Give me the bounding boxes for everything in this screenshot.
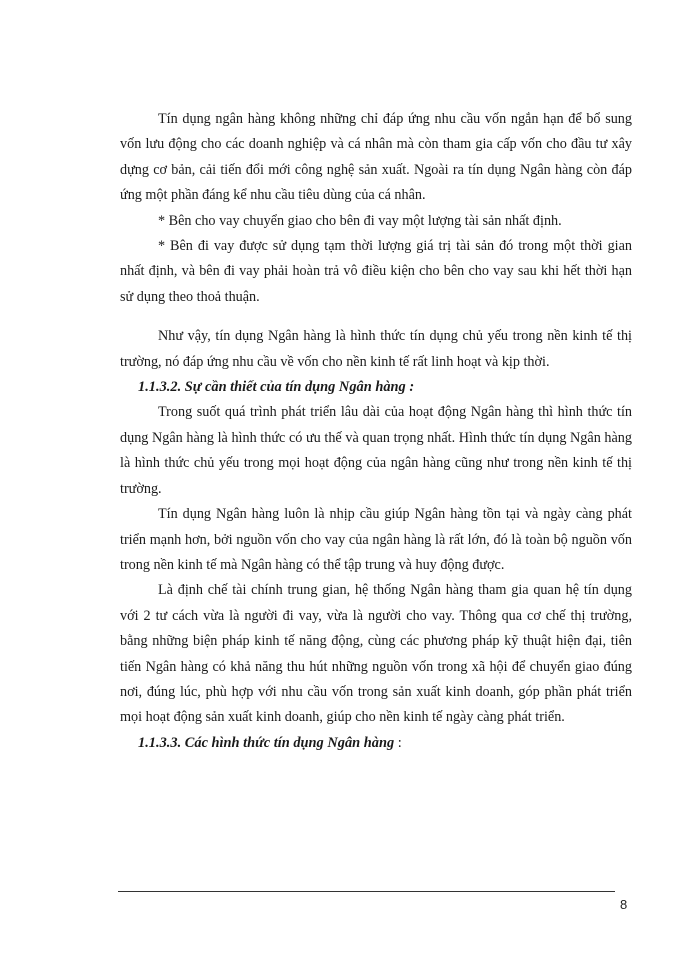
section-heading-forms-text: 1.1.3.3. Các hình thức tín dụng Ngân hàng (138, 734, 395, 751)
paragraph-lender-transfer: * Bên cho vay chuyển giao cho bên đi vay một lượng tài sản nhất định. (158, 212, 562, 229)
section-heading-forms (120, 731, 632, 756)
paragraph-credit-role: Tín dụng ngân hàng không những chỉ đáp ứng nhu cầu vốn ngắn hạn để bổ sung vốn lưu động cho các doanh nghiệp và cá nhân mà còn tham gia cấp vốn cho đầu tư xây dựng cơ bản, cải tiến đổi mới công nghệ sản xuất. Ngoài ra tín dụng Ngân hàng còn đáp ứng một phần đáng kể nhu cầu tiêu dùng của cá nhân. (120, 111, 632, 204)
paragraph-bridge: Tín dụng Ngân hàng luôn là nhịp cầu giúp Ngân hàng tồn tại và ngày càng phát triển mạnh hơn, bởi nguồn vốn cho vay của ngân hàng là rất lớn, đó là toàn bộ nguồn vốn trong nền kinh tế mà Ngân hàng có thể tập trung và huy động được. (120, 506, 632, 573)
page-number: 8 (620, 897, 628, 912)
paragraph-intermediary: Là định chế tài chính trung gian, hệ thống Ngân hàng tham gia quan hệ tín dụng với 2 tư cách vừa là người đi vay, vừa là người cho vay. Thông qua cơ chế thị trường, bằng những biện pháp kinh tế năng động, cùng các phương pháp kỹ thuật hiện đại, tiên tiến Ngân hàng có khả năng thu hút những nguồn vốn trong xã hội để chuyển giao đúng nơi, đúng lúc, phù hợp với nhu cầu vốn trong sản xuất kinh doanh, góp phần phát triển mọi hoạt động sản xuất kinh doanh, giúp cho nền kinh tế ngày càng phát triển. (120, 582, 632, 726)
section-heading-necessity: 1.1.3.2. Sự cần thiết của tín dụng Ngân hàng : (138, 379, 415, 396)
paragraph-borrower-use: * Bên đi vay được sử dụng tạm thời lượng giá trị tài sản đó trong một thời gian nhất định, và bên đi vay phải hoàn trả vô điều kiện cho bên cho vay sau khi hết thời hạn sử dụng theo thoả thuận. (120, 238, 632, 305)
page-content (120, 107, 632, 756)
paragraph-gap (120, 310, 632, 324)
footer-rule (118, 891, 615, 892)
section-heading-forms-colon: : (394, 734, 402, 751)
paragraph-development: Trong suốt quá trình phát triển lâu dài của hoạt động Ngân hàng thì hình thức tín dụng Ngân hàng là hình thức có ưu thế và quan trọng nhất. Hình thức tín dụng Ngân hàng là hình thức chủ yếu trong mọi hoạt động của ngân hàng cũng như trong nền kinh tế thị trường. (120, 404, 632, 497)
paragraph-summary: Như vậy, tín dụng Ngân hàng là hình thức tín dụng chủ yếu trong nền kinh tế thị trường, nó đáp ứng nhu cầu về vốn cho nền kinh tế rất linh hoạt và kịp thời. (120, 328, 632, 370)
